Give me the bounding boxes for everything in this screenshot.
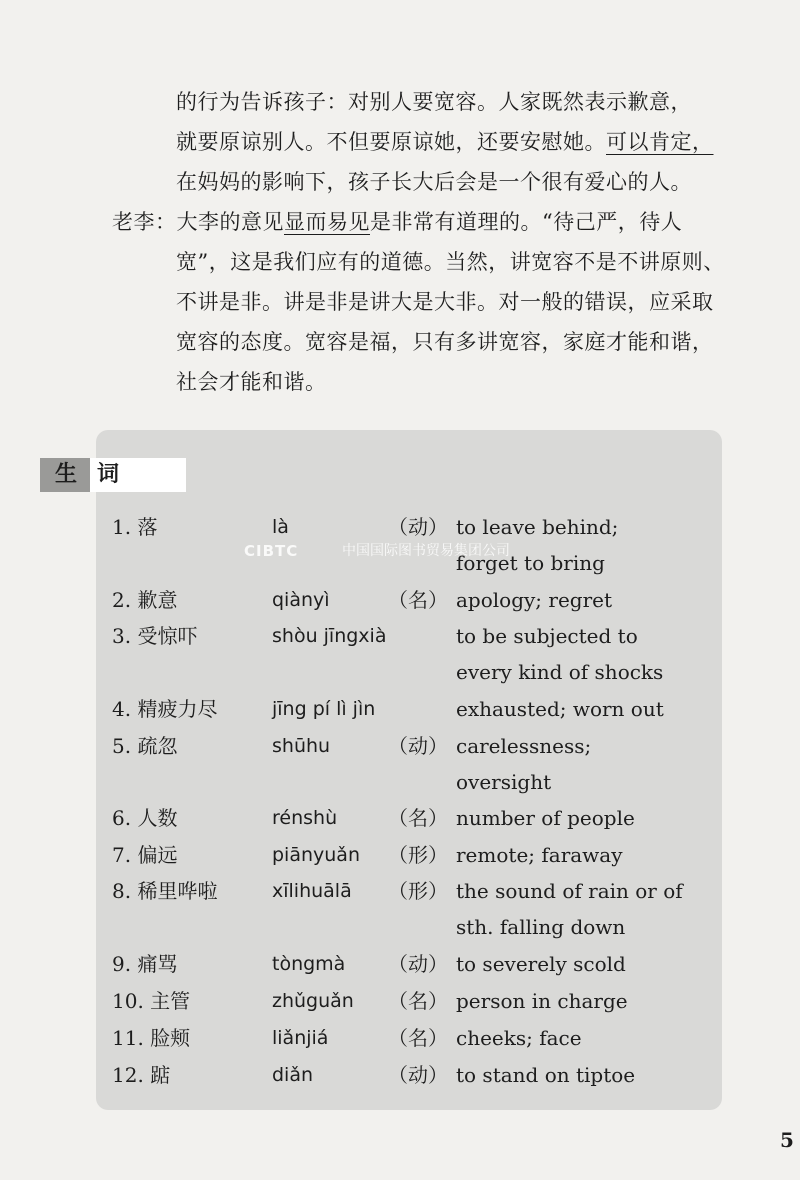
heading-char: 词 <box>97 462 120 487</box>
vocab-definition: the sound of rain or of <box>456 879 683 903</box>
vocab-term: 1. 落 <box>112 515 158 539</box>
vocab-entry <box>0 691 800 727</box>
vocab-entry <box>0 873 800 909</box>
vocab-term: 10. 主管 <box>112 989 191 1013</box>
vocab-part-of-speech: （动） <box>388 1063 448 1087</box>
watermark-text: 中国国际图书贸易集团公司 <box>342 543 510 559</box>
passage-line: 社会才能和谐。 <box>176 370 327 394</box>
vocab-pinyin: shūhu <box>272 735 331 757</box>
vocab-definition: cheeks; face <box>456 1026 582 1050</box>
vocab-pinyin: liǎnjiá <box>272 1027 329 1049</box>
vocab-pinyin: rénshù <box>272 807 338 829</box>
vocab-entry <box>0 983 800 1019</box>
watermark-logo: CIBTC <box>244 542 299 560</box>
passage-line: 不讲是非。讲是非是讲大是大非。对一般的错误，应采取 <box>176 290 714 314</box>
vocab-entry <box>0 1020 800 1056</box>
passage-line-text: 就要原谅别人。不但要原谅她，还要安慰她。 <box>176 130 606 154</box>
vocab-definition: sth. falling down <box>456 915 626 939</box>
vocab-pinyin: zhǔguǎn <box>272 990 354 1012</box>
vocab-entry <box>0 800 800 836</box>
passage-line: 的行为告诉孩子：对别人要宽容。人家既然表示歉意， <box>176 90 692 114</box>
vocab-part-of-speech: （形） <box>388 879 448 903</box>
vocab-part-of-speech: （形） <box>388 843 448 867</box>
vocab-entry <box>0 1057 800 1093</box>
vocab-pinyin: qiànyì <box>272 589 330 611</box>
passage-line-text: 是非常有道理的。“待己严，待人 <box>370 210 683 234</box>
vocab-definition: exhausted; worn out <box>456 697 664 721</box>
vocab-pinyin: shòu jīngxià <box>272 625 387 647</box>
speaker-label: 老李： <box>112 210 177 234</box>
vocab-entry <box>0 509 800 545</box>
passage-line <box>112 202 752 242</box>
vocab-pinyin: diǎn <box>272 1064 314 1086</box>
vocab-entry <box>0 618 800 654</box>
vocab-term: 6. 人数 <box>112 806 178 830</box>
vocab-entry <box>0 582 800 618</box>
vocabulary-heading <box>55 458 119 492</box>
vocab-definition: carelessness; <box>456 734 592 758</box>
vocab-pinyin: là <box>272 516 289 538</box>
vocab-pinyin: xīlihuālā <box>272 880 352 902</box>
vocab-definition: to be subjected to <box>456 624 638 648</box>
vocab-term: 11. 脸颊 <box>112 1026 191 1050</box>
vocab-entry <box>0 837 800 873</box>
vocab-definition: to leave behind; <box>456 515 619 539</box>
vocab-part-of-speech: （动） <box>388 952 448 976</box>
passage-line <box>112 122 752 162</box>
vocab-term: 9. 痛骂 <box>112 952 178 976</box>
vocab-entry-continued <box>0 545 800 581</box>
dialogue-passage <box>112 82 752 402</box>
vocab-part-of-speech: （名） <box>388 1026 448 1050</box>
vocab-definition: forget to bring <box>456 551 605 575</box>
vocab-part-of-speech: （名） <box>388 989 448 1013</box>
page-number: 5 <box>780 1128 794 1152</box>
passage-line-text: 大李的意见 <box>176 210 284 234</box>
vocab-definition: to stand on tiptoe <box>456 1063 636 1087</box>
vocab-entry-continued <box>0 764 800 800</box>
underlined-phrase: 可以肯定， <box>606 130 714 154</box>
vocab-term: 8. 稀里哗啦 <box>112 879 218 903</box>
vocab-entry <box>0 728 800 764</box>
vocab-term: 5. 疏忽 <box>112 734 178 758</box>
vocab-definition: person in charge <box>456 989 628 1013</box>
vocab-pinyin: jīng pí lì jìn <box>272 698 376 720</box>
vocab-term: 7. 偏远 <box>112 843 178 867</box>
vocab-term: 12. 踮 <box>112 1063 171 1087</box>
vocab-definition: number of people <box>456 806 635 830</box>
underlined-phrase: 显而易见 <box>284 210 370 234</box>
vocab-definition: apology; regret <box>456 588 613 612</box>
vocab-entry-continued <box>0 654 800 690</box>
passage-line: 在妈妈的影响下，孩子长大后会是一个很有爱心的人。 <box>176 170 692 194</box>
vocab-entry <box>0 946 800 982</box>
vocab-part-of-speech: （名） <box>388 588 448 612</box>
vocab-part-of-speech: （动） <box>388 515 448 539</box>
vocab-part-of-speech: （动） <box>388 734 448 758</box>
vocab-term: 3. 受惊吓 <box>112 624 198 648</box>
passage-line: 宽”，这是我们应有的道德。当然，讲宽容不是不讲原则、 <box>176 250 725 274</box>
vocab-term: 4. 精疲力尽 <box>112 697 218 721</box>
vocab-definition: to severely scold <box>456 952 626 976</box>
heading-char: 生 <box>55 462 78 487</box>
vocab-part-of-speech: （名） <box>388 806 448 830</box>
vocab-definition: remote; faraway <box>456 843 623 867</box>
vocab-term: 2. 歉意 <box>112 588 178 612</box>
vocab-entry-continued <box>0 909 800 945</box>
vocab-definition: oversight <box>456 770 552 794</box>
vocab-pinyin: tòngmà <box>272 953 346 975</box>
vocab-pinyin: piānyuǎn <box>272 844 360 866</box>
vocab-definition: every kind of shocks <box>456 660 664 684</box>
passage-line: 宽容的态度。宽容是福，只有多讲宽容，家庭才能和谐， <box>176 330 714 354</box>
